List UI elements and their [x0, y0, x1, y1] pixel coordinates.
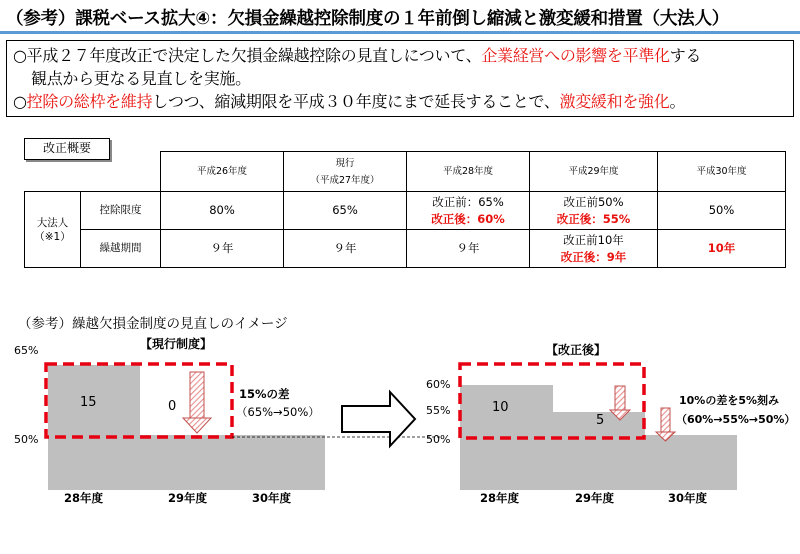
table-row [25, 230, 786, 268]
group-label [25, 192, 81, 268]
summary-highlight: 激変緩和を強化 [559, 92, 670, 111]
title-bar [0, 0, 800, 33]
cell-value [407, 192, 530, 230]
diff-label-1: 15%の差 [239, 387, 290, 401]
axis-label-60: 60% [426, 378, 451, 391]
summary-text: ○平成２７年度改正で決定した欠損金繰越控除の見直しについて、 [13, 46, 482, 65]
cell-after: 改正後：60% [431, 211, 505, 226]
revised-system-chart [426, 342, 795, 505]
header-current-line1: 現行 [335, 157, 355, 169]
x-label-30: 30年度 [252, 491, 292, 505]
row-label-deduction: 控除限度 [81, 192, 161, 230]
axis-label-65: 65% [14, 344, 39, 357]
cell-value: 10年 [658, 230, 786, 268]
chart-title-current: 【現行制度】 [140, 337, 213, 351]
cell-value [530, 230, 658, 268]
bar-label-10: 10 [492, 400, 509, 415]
summary-line-2: 観点から更なる見直しを実施。 [31, 69, 251, 88]
cell-after: 改正後：55% [556, 211, 631, 226]
cell-value: 50% [658, 192, 786, 230]
summary-box [6, 40, 794, 117]
cell-value: 65% [284, 192, 407, 230]
x-label-28-right: 28年度 [480, 491, 520, 505]
axis-label-50: 50% [14, 433, 39, 446]
diff-label-right-2: （60%→55%→50%） [676, 413, 796, 426]
title-underline [0, 31, 800, 34]
chart-title-revised: 【改正後】 [546, 343, 607, 357]
row-label-carryforward: 繰越期間 [81, 230, 161, 268]
group-label-line2: （※1） [34, 230, 71, 243]
bar-label-15: 15 [80, 395, 97, 410]
summary-highlight: 企業経営への影響を平準化 [481, 46, 670, 65]
transition-arrow-icon [342, 392, 415, 446]
cell-value: ９年 [407, 230, 530, 268]
bar-29-30-left [140, 435, 325, 490]
cell-value: ９年 [161, 230, 284, 268]
x-label-29: 29年度 [168, 491, 208, 505]
revision-table [24, 151, 786, 268]
reference-diagram [0, 330, 800, 554]
bar-label-0: 0 [168, 399, 177, 414]
group-label-line1: 大法人 [36, 216, 69, 229]
bar-label-5: 5 [596, 413, 605, 428]
table-row [25, 192, 786, 230]
cell-before: 改正前10年 [563, 232, 624, 247]
bar-30-right [645, 435, 737, 490]
cell-value: ９年 [284, 230, 407, 268]
table-label: 改正概要 [24, 138, 110, 160]
summary-line-3 [13, 90, 787, 113]
summary-text: しつつ、縮減期限を平成３０年度にまで延長することで、 [152, 92, 560, 111]
summary-text: ○ [13, 92, 27, 111]
axis-label-55: 55% [426, 404, 451, 417]
x-label-29-right: 29年度 [575, 491, 615, 505]
cell-value [530, 192, 658, 230]
x-label-28: 28年度 [64, 491, 104, 505]
header-h30: 平成30年度 [658, 152, 786, 192]
x-label-30-right: 30年度 [668, 491, 708, 505]
down-arrow-icon [183, 372, 211, 433]
header-h28: 平成28年度 [407, 152, 530, 192]
cell-value: 80% [161, 192, 284, 230]
summary-line-1 [13, 44, 787, 67]
diff-label-right-1: 10%の差を5%刻み [679, 394, 780, 407]
header-h29: 平成29年度 [530, 152, 658, 192]
header-h26: 平成26年度 [161, 152, 284, 192]
axis-label-50-right: 50% [426, 433, 451, 446]
cell-before: 改正前：65% [432, 194, 504, 209]
summary-text: する [669, 46, 702, 65]
summary-highlight: 控除の総枠を維持 [26, 92, 153, 111]
bar-28-left [48, 365, 140, 490]
cell-after: 改正後：9年 [560, 249, 627, 264]
table-header-row [25, 152, 786, 192]
header-current [284, 152, 407, 192]
cell-before: 改正前50% [563, 194, 624, 209]
header-current-line2: （平成27年度） [310, 174, 380, 186]
diff-label-2: （65%→50%） [236, 405, 320, 419]
page-title: （参考）課税ベース拡大④：欠損金繰越控除制度の１年前倒し縮減と激変緩和措置（大法人） [6, 9, 730, 29]
summary-text: 。 [669, 92, 686, 111]
reference-label: （参考）繰越欠損金制度の見直しのイメージ [18, 316, 288, 332]
